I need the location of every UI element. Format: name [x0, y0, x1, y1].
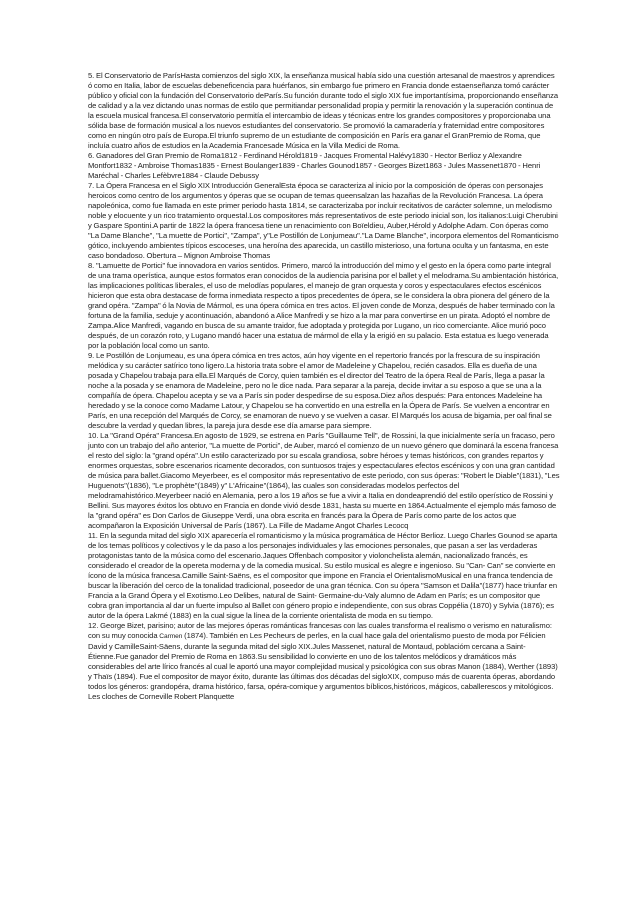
paragraph-bizet-start: 12. George Bizet, parisino; autor de las mejores óperas románticas francesas con las cuales transforma el realismo o verismo en naturalismo: con su muy conocida: [88, 621, 552, 640]
carmen-title: Carmen: [159, 633, 183, 640]
paragraph-premio-roma: 6. Ganadores del Gran Premio de Roma1812 - Ferdinand Hérold1819 - Jacques Fromental Halévy1830 - Hector Berlioz y Alexandre Montfort1832 - Ambroise Thomas1835 - Ernest Boulanger1839 - Charles Gounod1857 - Georges Bizet1863 - Jules Massenet1870 - Henri Maréchal - Charles Lefèbvre1884 - Claude Debussy: [88, 151, 541, 180]
paragraph-postillon: 9. Le Postillón de Lonjumeau, es una ópera cómica en tres actos, aún hoy vigente en el repertorio francés por la frescura de su inspiración melódica y su carácter satírico tono ligero.La historia trata sobre el amor de Madeleine y Chapelou, recién casados. Ella es dueña de una posada y Chapelou trabaja para ella.El Marqués de Corcy, quien también es el director del Teatro de la ópera Real de París, llega a pasar la noche a la posada y se enamora de Madeleine, pero no le dice nada. Para separar a la pareja, decide invitar a su esposo a que se una a la compañía de ópera. Chapelou acepta y se va a París sin poder despedirse de su esposa.Diez años después: Para entonces Madeleine ha heredado y se la conoce como Madame Latour, y Chapelou se ha convertido en una estrella en la Ópera de París. Se vuelven a encontrar en París, en una recepción del Marqués de Corcy, se enamoran de nuevo y se vuelven a casar. El Marqués los acusa de bigamia, per oal final se descubre la verdad y quedan libres, la pareja jura desde ese día amarse para siempre.: [88, 351, 552, 430]
paragraph-opera-francesa: 7. La Ópera Francesa en el Siglo XIX Introducción GeneralEsta época se caracteriza al inicio por la composición de óperas con personajes heroicos como centro de los argumentos y óperas que se ocupan de temas queensalzan las hazañas de la Revolución Francesa. La ópera napoleónica, como fue llamada en este primer periodo hasta 1814, se caracterizaba por incluir recitativos de carácter solemne, un melodismo noble y elocuente y un rico tratamiento orquestal.Los compositores más representativos de este periodo inicial son, los italianos:Luigi Cherubini y Gaspare Spontini.A partir de 1822 la ópera francesa tiene un renacimiento con Boïeldieu, Auber,Hérold y Adolphe Adam. Con óperas como "La Dame Blanche", "La muette de Portici", "Zampa", y"Le Postillón de Lonjumeau"."La Dame Blanche", incorpora elementos del Romanticismo gótico, incluyendo ambientes típicos escoceses, una heroína des aparecida, un castillo misterioso, una fortuna oculta y un fantasma, en este caso bondadoso. Obertura – Mignon Ambroise Thomas: [88, 181, 559, 260]
paragraph-grand-opera: 10. La "Grand Opéra" Francesa.En agosto de 1929, se estrena en París "Guillaume Tell", de Rossini, la que inicialmente sería un fracaso, pero junto con un trabajo del año anterior, "La muette de Portici", de Auber, marcó el comienzo de un nuevo género que dominará la escena francesa el resto del siglo: la "grand opéra".Un estilo caracterizado por su escala grandiosa, sobre héroes y temas históricos, con grandes repartos y enormes orquestas, sobre escenarios ricamente decorados, con suntuosos trajes y espectaculares efectos escénicos y con una gran cantidad de música para ballet.Giacomo Meyerbeer, es el compositor más representativo de este periodo, con sus óperas: "Robert le Diable"(1831), "Les Huguenots"(1836), "Le prophète"(1849) y" L'Africaine"(1864), las cuales son consideradas modelos perfectos del melodramahistórico.Meyerbeer nació en Alemania, pero a los 19 años se fue a vivir a Italia en dondeaprendió del estilo operístico de Rossini y Bellini. Sus mayores éxitos los obtuvo en Francia en donde vivió desde 1831, hasta su muerte en 1864.Actualmente el ejemplo más famoso de la "grand opéra" es Don Carlos de Giuseppe Verdi, una obra escrita en francés para la Ópera de París como parte de los actos que acompañaron la Exposición Universal de París (1867). La Fille de Madame Angot Charles Lecocq: [88, 431, 560, 530]
paragraph-bizet-end: (1874). También en Les Pecheurs de perles, en la cual hace gala del orientalismo puesto de moda por Félicien David y CamilleSaint-Säens, durante la segunda mitad del siglo XIX.Jules Massenet, natural de Montaud, poblacióm cercana a Saint-Étienne.Fue ganador del Premio de Roma en 1863.Su sensibilidad lo convierte en uno de los talentos melódicos y dramáticos más considerables del arte lírico francés al cual le aportó una mayor complejidad musical y psicológica con sus obras Manon (1884), Werther (1893) y Thaïs (1894). Fue el compositor de mayor éxito, durante las últimas dos décadas del sigloXIX, compuso más de cuarenta óperas, abordando todos los géneros: grandopéra, drama histórico, farsa, opéra-comique y argumentos bíblicos,históricos, mágicos, caballerescos y mitológicos. Les cloches de Corneville Robert Planquette: [88, 631, 558, 701]
paragraph-muette-portici: 8. "Lamuette de Portici" fue innovadora en varios sentidos. Primero, marcó la introducción del mimo y el gesto en la ópera como parte integral de una trama operística, aunque estos formatos eran conocidos de la audiencia parisina por el ballet y el melodrama.Su ambientación histórica, las implicaciones políticas liberales, el uso de melodías populares, el manejo de gran orquesta y coros y espectaculares efectos escénicos hicieron que esta obra destacase de forma inmediata respecto a tipos precedentes de ópera, se le considera la obra pionera del género de la grand opéra. "Zampa" ó la Novia de Mármol, es una ópera cómica en tres actos. El joven conde de Monza, después de haber terminado con la fortuna de la familia, seduje y acontinuación, abandonó a Alice Manfredi y se hizo a la mar para convertirse en un pirata. Adoptó el nombre de Zampa.Alice Manfredi, vagando en busca de su amante traidor, fue adoptada y protegida por Lugano, un rico comerciante. Alice murió poco después, de un corazón roto, y Lugano mandó hacer una estatua de mármol de ella y la erigió en su palacio. Esta estatua es luego venerada por la población local como un santo.: [88, 261, 559, 350]
document-body: [88, 71, 560, 702]
paragraph-bizet: [88, 621, 560, 702]
paragraph-segunda-mitad: 11. En la segunda mitad del siglo XIX aparecería el romanticismo y la música programática de Héctor Berlioz. Luego Charles Gounod se aparta de los temas políticos y colectivos y le da paso a los personajes individuales y las emociones personales, que pasan a ser las verdaderas protagonistas tanto de la música como del escenario.Jaques Offenbach compositor y violonchelista alemán, nacionalizado francés, es considerado el creador de la opereta moderna y de la comedia musical. Su estilo musical es alegre e ingenioso. Su "Can- Can" se convierte en ícono de la música francesa.Camille Saint-Saëns, es el compositor que impone en Francia el OrientalismoMusical en una franca tendencia de buscar la liberación del cerco de la tonalidad tradicional, poseedor de una gran técnica. Con su ópera "Samson et Dalila"(1877) hace triunfar en Francia a la Grand Ópera y el Exotismo.Leo Delibes, natural de Saint- Germaine-du-Valy alumno de Adam en París; es un compositor que cobra gran importancia al dar un fuerte impulso al Ballet con género propio e independiente, con sus obras Coppélia (1870) y Sylvia (1876); es autor de la ópera Lakmé (1883) en la cual sigue la línea de la corriente orientalista de moda en su tiempo.: [88, 531, 558, 620]
paragraph-conservatorio: 5. El Conservatorio de ParísHasta comienzos del siglo XIX, la enseñanza musical había sido una cuestión artesanal de maestros y aprendices ó como en Italia, labor de escuelas debeneficencia para huérfanos, sin embargo fue primero en Francia donde estaenseñanza tomó carácter público y oficial con la fundación del Conservatorio deParís.Su función durante todo el siglo XIX fue importantísima, proporcionando enseñanza de calidad y a la vez dictando unas normas de estilo que permitiandar personalidad propia y permitir la renovación y la superación continua de la escuela musical francesa.El conservatorio permitía el intercambio de ideas y técnicas entre los grandes compositores y proporcionaba una sólida base de formación musical a los nuevos estudiantes del conservatorio. Se promovió la camaradería y fraternidad entre compositores como en ningún otro país de Europa.El triunfo supremo de un estudiante de composición en París era ganar el GranPremio de Roma, que incluía cuatro años de estudios en la Academia Francesade Música en la Villa Medici de Roma.: [88, 71, 558, 150]
